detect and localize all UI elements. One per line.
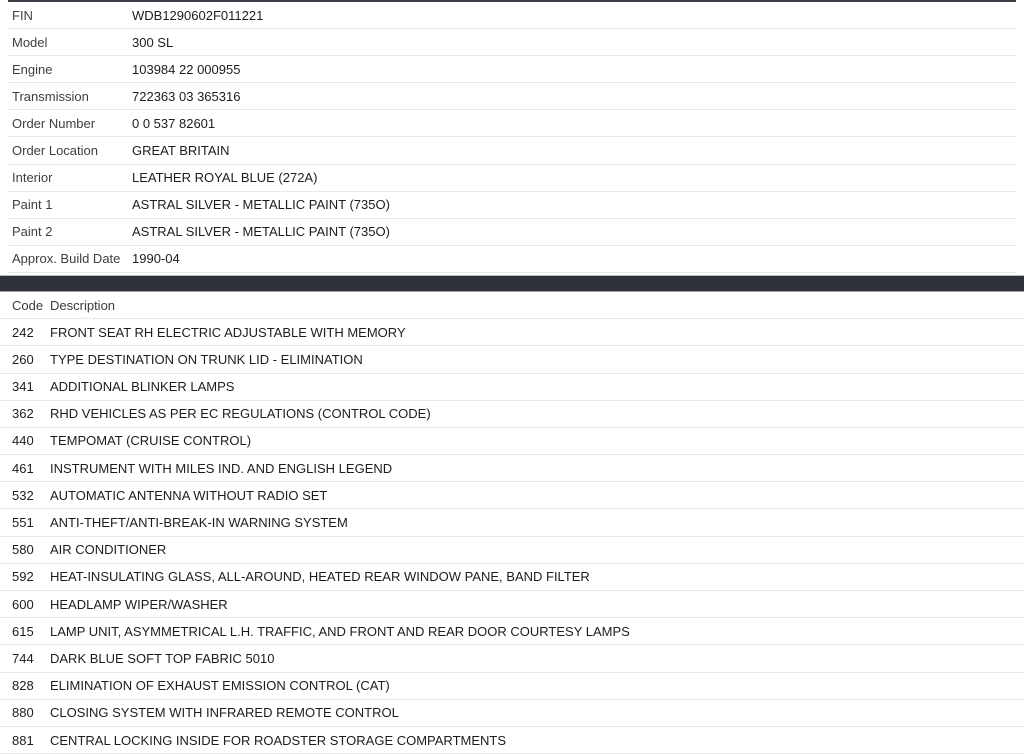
- options-table-body: [0, 319, 1024, 754]
- option-description: DARK BLUE SOFT TOP FABRIC 5010: [50, 650, 275, 666]
- vehicle-info-row: [8, 83, 1016, 110]
- option-row: [0, 645, 1024, 672]
- vehicle-info-label: Paint 2: [12, 224, 53, 240]
- option-code: 532: [12, 487, 34, 503]
- option-row: [0, 509, 1024, 536]
- vehicle-info-label: Interior: [12, 170, 53, 186]
- option-row: [0, 537, 1024, 564]
- option-row: [0, 591, 1024, 618]
- vehicle-info-row: [8, 165, 1016, 192]
- vehicle-info-row: [8, 29, 1016, 56]
- option-code: 242: [12, 324, 34, 340]
- option-row: [0, 727, 1024, 754]
- vehicle-info-label: Order Location: [12, 143, 98, 159]
- option-description: LAMP UNIT, ASYMMETRICAL L.H. TRAFFIC, AND FRONT AND REAR DOOR COURTESY LAMPS: [50, 623, 630, 639]
- vehicle-info-row: [8, 219, 1016, 246]
- option-code: 362: [12, 406, 34, 422]
- vehicle-info-label: Model: [12, 34, 48, 50]
- option-code: 440: [12, 433, 34, 449]
- option-row: [0, 673, 1024, 700]
- section-divider-bar: [0, 275, 1024, 292]
- option-description: CLOSING SYSTEM WITH INFRARED REMOTE CONTROL: [50, 705, 399, 721]
- options-header-code: Code: [12, 297, 44, 313]
- option-row: [0, 346, 1024, 373]
- vehicle-info-row: [8, 2, 1016, 29]
- option-row: [0, 618, 1024, 645]
- vehicle-info-value: 300 SL: [132, 34, 174, 50]
- option-row: [0, 455, 1024, 482]
- vehicle-info-value: 0 0 537 82601: [132, 115, 216, 131]
- option-code: 744: [12, 650, 34, 666]
- option-code: 580: [12, 542, 34, 558]
- vehicle-info-value: 1990-04: [132, 251, 180, 267]
- option-code: 600: [12, 596, 34, 612]
- options-header-description: Description: [50, 297, 116, 313]
- option-description: TYPE DESTINATION ON TRUNK LID - ELIMINATION: [50, 351, 363, 367]
- vehicle-info-value: GREAT BRITAIN: [132, 143, 230, 159]
- option-code: 461: [12, 460, 34, 476]
- vehicle-info-row: [8, 137, 1016, 164]
- option-description: RHD VEHICLES AS PER EC REGULATIONS (CONTROL CODE): [50, 406, 431, 422]
- option-description: INSTRUMENT WITH MILES IND. AND ENGLISH LEGEND: [50, 460, 393, 476]
- vehicle-info-value: ASTRAL SILVER - METALLIC PAINT (735O): [132, 197, 390, 213]
- option-row: [0, 700, 1024, 727]
- option-code: 881: [12, 732, 34, 748]
- option-row: [0, 374, 1024, 401]
- option-description: HEADLAMP WIPER/WASHER: [50, 596, 228, 612]
- vehicle-info-label: Transmission: [12, 88, 89, 104]
- option-description: TEMPOMAT (CRUISE CONTROL): [50, 433, 252, 449]
- option-description: HEAT-INSULATING GLASS, ALL-AROUND, HEATED REAR WINDOW PANE, BAND FILTER: [50, 569, 590, 585]
- option-row: [0, 319, 1024, 346]
- vehicle-info-value: LEATHER ROYAL BLUE (272A): [132, 170, 318, 186]
- option-code: 828: [12, 678, 34, 694]
- vehicle-info-label: Order Number: [12, 115, 96, 131]
- options-table: [0, 292, 1024, 754]
- options-header-row: [0, 292, 1024, 319]
- option-row: [0, 428, 1024, 455]
- vehicle-info-value: ASTRAL SILVER - METALLIC PAINT (735O): [132, 224, 390, 240]
- option-code: 551: [12, 515, 34, 531]
- option-row: [0, 482, 1024, 509]
- vehicle-info-value: WDB1290602F011221: [132, 7, 264, 23]
- vehicle-info-row: [8, 110, 1016, 137]
- option-row: [0, 401, 1024, 428]
- vehicle-info-value: 722363 03 365316: [132, 88, 241, 104]
- vehicle-info-label: Engine: [12, 61, 53, 77]
- option-row: [0, 564, 1024, 591]
- option-description: AIR CONDITIONER: [50, 542, 167, 558]
- vehicle-info-value: 103984 22 000955: [132, 61, 241, 77]
- vehicle-info-row: [8, 246, 1016, 273]
- option-code: 260: [12, 351, 34, 367]
- vehicle-info-table: [8, 0, 1016, 273]
- vehicle-info-label: Paint 1: [12, 197, 53, 213]
- option-code: 880: [12, 705, 34, 721]
- option-code: 341: [12, 379, 34, 395]
- option-description: FRONT SEAT RH ELECTRIC ADJUSTABLE WITH MEMORY: [50, 324, 406, 340]
- option-description: ADDITIONAL BLINKER LAMPS: [50, 379, 235, 395]
- vehicle-info-row: [8, 56, 1016, 83]
- option-code: 592: [12, 569, 34, 585]
- vehicle-info-label: FIN: [12, 7, 33, 23]
- option-code: 615: [12, 623, 34, 639]
- option-description: AUTOMATIC ANTENNA WITHOUT RADIO SET: [50, 487, 328, 503]
- vehicle-info-row: [8, 192, 1016, 219]
- option-description: ANTI-THEFT/ANTI-BREAK-IN WARNING SYSTEM: [50, 515, 348, 531]
- option-description: ELIMINATION OF EXHAUST EMISSION CONTROL (CAT): [50, 678, 390, 694]
- vehicle-info-label: Approx. Build Date: [12, 251, 121, 267]
- option-description: CENTRAL LOCKING INSIDE FOR ROADSTER STORAGE COMPARTMENTS: [50, 732, 507, 748]
